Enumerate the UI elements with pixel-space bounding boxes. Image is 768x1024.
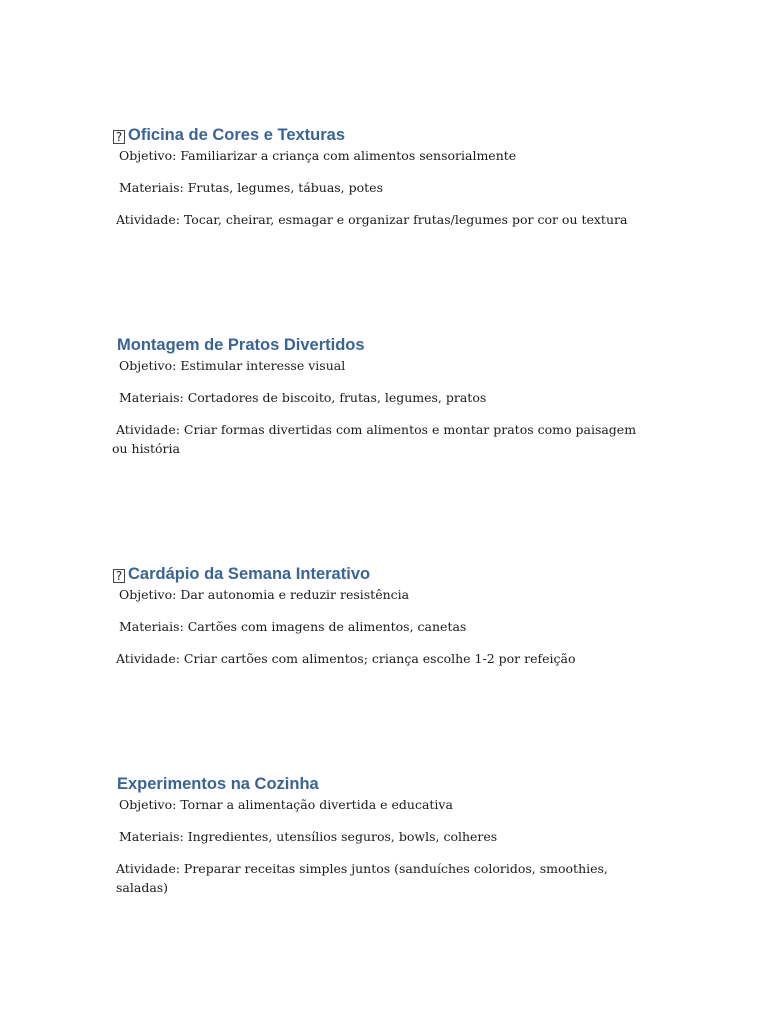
section-title: Experimentos na Cozinha xyxy=(117,775,319,793)
section-heading xyxy=(113,124,642,146)
materiais-line: Materiais: Frutas, legumes, tábuas, potes xyxy=(119,180,383,195)
materiais-line: Materiais: Ingredientes, utensílios seguros, bowls, colheres xyxy=(119,829,498,844)
objetivo-line: Objetivo: Dar autonomia e reduzir resistência xyxy=(119,587,410,602)
section-title: Cardápio da Semana Interativo xyxy=(128,565,371,583)
materiais-line: Materiais: Cartões com imagens de alimentos, canetas xyxy=(119,619,467,634)
objetivo-line: Objetivo: Estimular interesse visual xyxy=(119,358,346,373)
activity-section-pratos-divertidos xyxy=(112,334,642,471)
section-heading xyxy=(113,563,642,585)
atividade-line: Atividade: Criar formas divertidas com alimentos e montar pratos como paisagem ou história xyxy=(112,422,641,456)
activity-section-experimentos-cozinha xyxy=(112,773,642,910)
section-heading xyxy=(117,334,642,356)
missing-glyph-icon: ? xyxy=(113,130,125,144)
section-title: Montagem de Pratos Divertidos xyxy=(117,336,365,354)
section-heading xyxy=(117,773,642,795)
atividade-line: Atividade: Preparar receitas simples juntos (sanduíches coloridos, smoothies, saladas) xyxy=(116,861,612,895)
missing-glyph-icon: ? xyxy=(113,569,125,583)
atividade-line: Atividade: Criar cartões com alimentos; criança escolhe 1-2 por refeição xyxy=(116,651,576,666)
activity-section-cardapio-semana xyxy=(112,563,642,681)
atividade-line: Atividade: Tocar, cheirar, esmagar e organizar frutas/legumes por cor ou textura xyxy=(116,212,628,227)
materiais-line: Materiais: Cortadores de biscoito, frutas, legumes, pratos xyxy=(119,390,487,405)
objetivo-line: Objetivo: Familiarizar a criança com alimentos sensorialmente xyxy=(119,148,517,163)
objetivo-line: Objetivo: Tornar a alimentação divertida e educativa xyxy=(119,797,453,812)
section-title: Oficina de Cores e Texturas xyxy=(128,126,346,144)
activity-section-cores-texturas xyxy=(112,124,642,242)
